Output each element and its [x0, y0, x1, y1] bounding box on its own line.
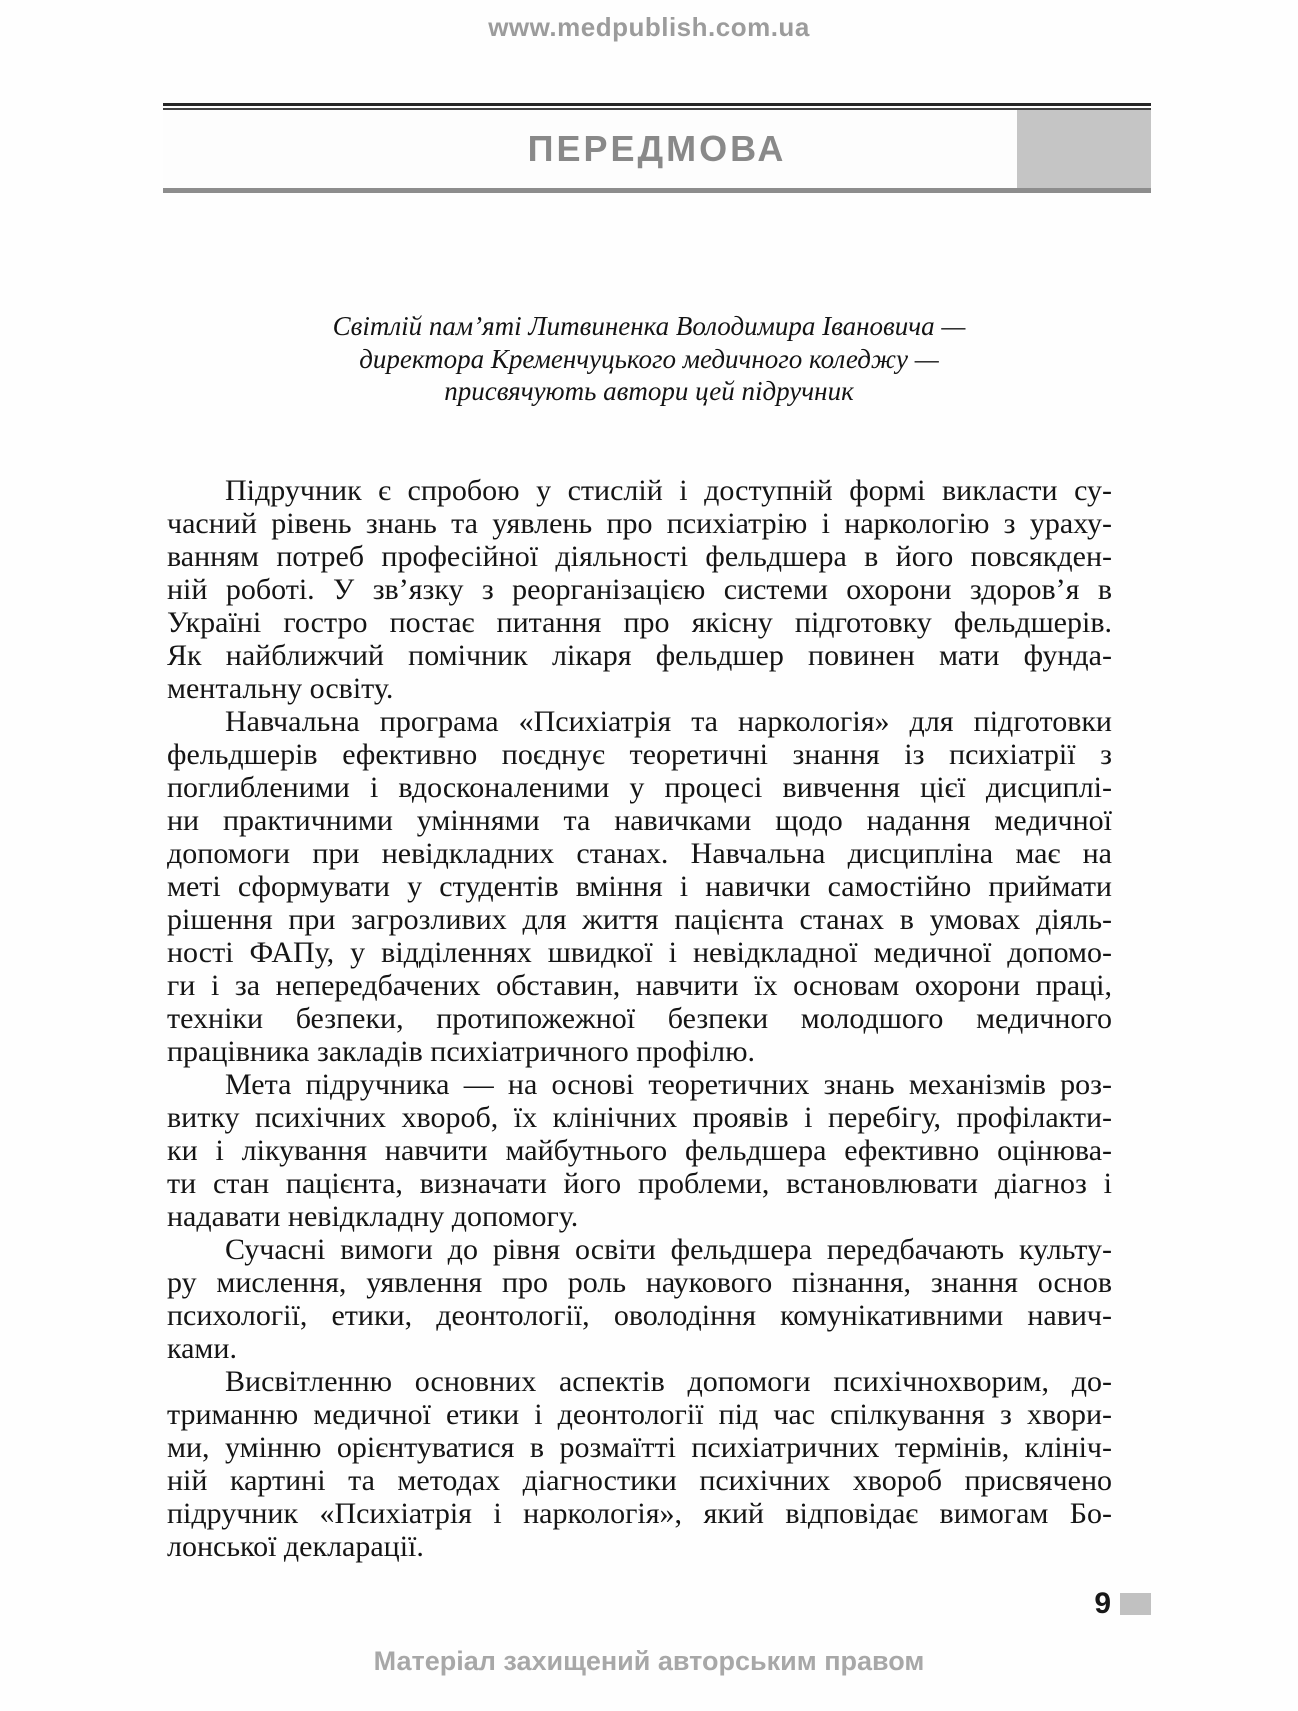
text-line: ками. — [167, 1332, 237, 1365]
text-line: лонської декларації. — [167, 1530, 424, 1563]
text-line: фельдшерів ефективно поєднує теоретичні знання із психіатрії з — [167, 738, 1112, 771]
text-line: директора Кременчуцького медичного коледжу — — [359, 343, 939, 374]
text-line: ванням потреб професійної діяльності фельдшера в його повсякден- — [167, 540, 1112, 573]
text-line: ни практичними уміннями та навичками щодо надання медичної — [167, 804, 1112, 837]
text-line: працівника закладів психіатричного профілю. — [167, 1035, 756, 1068]
text-line: ки і лікування навчити майбутнього фельдшера ефективно оцінюва- — [167, 1134, 1112, 1167]
text-line: Навчальна програма «Психіатрія та наркологія» для підготовки — [225, 705, 1112, 738]
chapter-title: ПЕРЕДМОВА — [527, 128, 787, 169]
body-text — [167, 474, 1112, 1563]
text-line: ності ФАПу, у відділеннях швидкої і невідкладної медичної допомо- — [167, 936, 1112, 969]
text-line: Висвітленню основних аспектів допомоги психічнохворим, до- — [225, 1365, 1112, 1398]
text-line: присвячують автори цей підручник — [444, 376, 854, 406]
text-line: ми, умінню орієнтуватися в розмаїтті психіатричних термінів, клініч- — [167, 1431, 1112, 1464]
text-line: підручник «Психіатрія і наркологія», який відповідає вимогам Бо- — [167, 1497, 1112, 1530]
text-line: меті сформувати у студентів вміння і навички самостійно приймати — [167, 870, 1112, 903]
page-number-marker — [1120, 1593, 1151, 1615]
paragraph-1 — [167, 474, 1112, 705]
website-watermark: www.medpublish.com.ua — [488, 12, 810, 42]
text-line: Сучасні вимоги до рівня освіти фельдшера передбачають культу- — [225, 1233, 1112, 1266]
page-number: 9 — [1094, 1587, 1111, 1620]
text-line: часний рівень знань та уявлень про психіатрію і наркологію з ураху- — [167, 507, 1112, 540]
text-line: ти стан пацієнта, визначати його проблеми, встановлювати діагноз і — [167, 1167, 1112, 1200]
text-line: витку психічних хвороб, їх клінічних проявів і перебігу, профілакти- — [167, 1101, 1112, 1134]
text-line: ги і за непередбачених обставин, навчити їх основам охорони праці, — [167, 969, 1112, 1002]
chapter-title-band — [163, 110, 1151, 193]
dedication — [0, 310, 1298, 408]
text-line: рішення при загрозливих для життя пацієнта станах в умовах діяль- — [167, 903, 1112, 936]
text-line: ній картині та методах діагностики психічних хвороб присвячено — [167, 1464, 1112, 1497]
paragraph-2 — [167, 705, 1112, 1068]
text-line: триманню медичної етики і деонтології під час спілкування з хвори- — [167, 1398, 1112, 1431]
text-line: ній роботі. У зв’язку з реорганізацією системи охорони здоров’я в — [167, 573, 1112, 606]
text-line: ментальну освіту. — [167, 672, 394, 705]
text-line: ру мислення, уявлення про роль наукового пізнання, знання основ — [167, 1266, 1112, 1299]
text-line: Україні гостро постає питання про якісну підготовку фельдшерів. — [167, 606, 1112, 639]
paragraph-4 — [167, 1233, 1112, 1365]
text-line: надавати невідкладну допомогу. — [167, 1200, 579, 1233]
page-number-row — [163, 1589, 1151, 1619]
text-line: поглибленими і вдосконаленими у процесі вивчення цієї дисциплі- — [167, 771, 1112, 804]
text-line: Підручник є спробою у стислій і доступній формі викласти су- — [225, 474, 1112, 507]
text-line: техніки безпеки, протипожежної безпеки молодшого медичного — [167, 1002, 1112, 1035]
text-line: психології, етики, деонтології, оволодіння комунікативними навич- — [167, 1299, 1112, 1332]
text-line: Світлій пам’яті Литвиненка Володимира Івановича — — [332, 311, 966, 341]
paragraph-3 — [167, 1068, 1112, 1233]
copyright-notice: Матеріал захищений авторським правом — [373, 1646, 925, 1676]
text-line: Мета підручника — на основі теоретичних знань механізмів роз- — [225, 1068, 1112, 1101]
double-rule — [163, 103, 1151, 110]
text-line: Як найближчий помічник лікаря фельдшер повинен мати фунда- — [167, 639, 1112, 672]
text-line: допомоги при невідкладних станах. Навчальна дисципліна має на — [167, 837, 1112, 870]
paragraph-5 — [167, 1365, 1112, 1563]
chapter-header — [163, 103, 1151, 193]
